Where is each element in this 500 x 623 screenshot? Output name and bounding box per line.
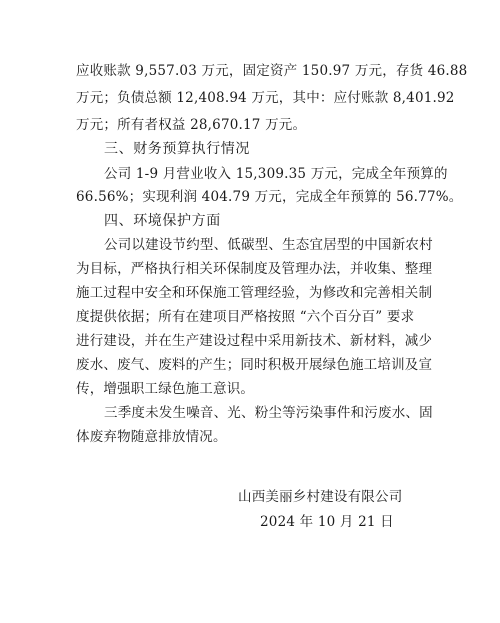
pollution-line-1: 三季度未发生噪音、光、粉尘等污染事件和污废水、固 <box>104 405 433 421</box>
env-line-1: 公司以建设节约型、低碳型、生态宜居型的中国新农村 <box>104 237 433 253</box>
assets-line-3: 万元；所有者权益 28,670.17 万元。 <box>76 117 307 133</box>
env-line-4: 度提供依据；所有在建项目严格按照 “六个百分百” 要求 <box>76 309 415 325</box>
env-line-3: 施工过程中安全和环保施工管理经验，为修改和完善相关制 <box>76 285 433 301</box>
budget-line-2: 66.56%；实现利润 404.79 万元，完成全年预算的 56.77%。 <box>76 189 463 205</box>
budget-line-1: 公司 1-9 月营业收入 15,309.35 万元，完成全年预算的 <box>104 166 448 182</box>
signature-company: 山西美丽乡村建设有限公司 <box>238 489 403 505</box>
env-line-7: 传，增强职工绿色施工意识。 <box>76 381 255 397</box>
section-3-heading: 三、财务预算执行情况 <box>104 141 250 157</box>
section-4-heading: 四、环境保护方面 <box>104 213 221 229</box>
env-line-2: 为目标，严格执行相关环保制度及管理办法，并收集、整理 <box>76 261 433 277</box>
pollution-line-2: 体废弃物随意排放情况。 <box>76 429 227 445</box>
signature-date: 2024 年 10 月 21 日 <box>260 514 394 530</box>
assets-line-2: 万元；负债总额 12,408.94 万元，其中：应付账款 8,401.92 <box>76 90 455 106</box>
env-line-5: 进行建设，并在生产建设过程中采用新技术、新材料，减少 <box>76 333 433 349</box>
assets-line-1: 应收账款 9,557.03 万元，固定资产 150.97 万元，存货 46.88 <box>76 63 468 79</box>
env-line-6: 废水、废气、废料的产生；同时积极开展绿色施工培训及宣 <box>76 357 433 373</box>
